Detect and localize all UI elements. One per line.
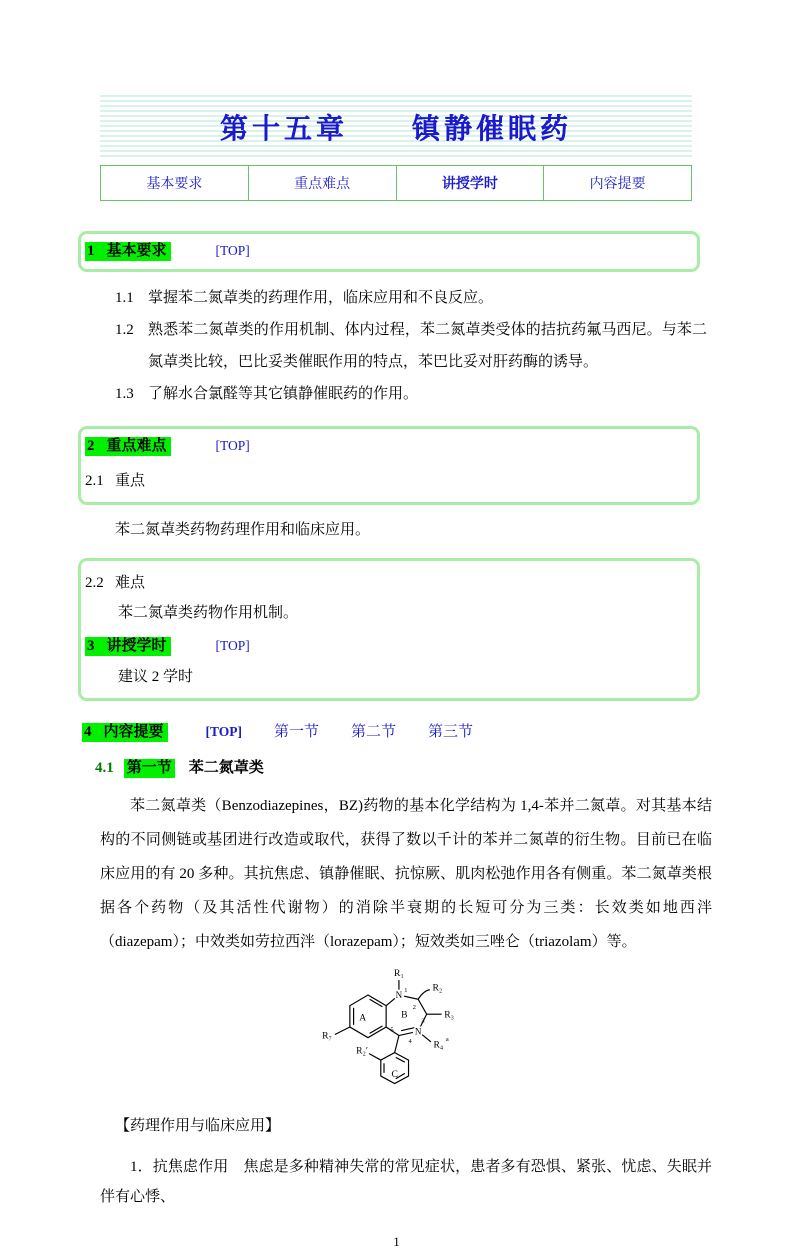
requirement-number: 1.3 [115, 386, 134, 402]
benzodiazepine-structure-figure [320, 963, 480, 1096]
section-3-highlight [85, 637, 171, 656]
section-2-2-and-3-box [78, 558, 700, 701]
section-2-heading [85, 434, 693, 458]
subsection-2-2-title: 难点 [115, 575, 146, 591]
section-4-heading [82, 719, 793, 745]
subsection-2-2-body: 苯二氮䓬类药物作用机制。 [118, 605, 299, 621]
section-1-title: 基本要求 [106, 243, 167, 259]
requirement-number: 1.1 [115, 290, 134, 306]
requirement-item-1-3 [115, 378, 707, 410]
toc-link-part-1[interactable]: 第一节 [274, 724, 320, 740]
requirement-text: 熟悉苯二氮䓬类的作用机制、体内过程，苯二氮䓬类受体的拮抗药氟马西尼。与苯二氮䓬类比较，巴比妥类催眠作用的特点，苯巴比妥对肝药酶的诱导。 [148, 322, 707, 370]
chapter-nav [100, 165, 692, 201]
chapter-title: 第十五章 镇静催眠药 [219, 114, 572, 145]
chapter-banner [100, 95, 692, 159]
subsection-2-1-body: 苯二氮䓬类药物药理作用和临床应用。 [115, 522, 371, 538]
n1-atom-label: N [395, 990, 403, 1001]
nav-cell-teaching-hours[interactable]: 讲授学时 [397, 165, 545, 201]
ring-b-label: B [401, 1009, 408, 1021]
r1-label: R₁ [394, 967, 404, 979]
section-1-items [0, 282, 793, 410]
ring-c-label: C [391, 1069, 398, 1081]
section-1-number: 1 [87, 243, 95, 259]
r2-prime-label: R₂′ [356, 1045, 368, 1057]
toc-link-part-3[interactable]: 第三节 [428, 724, 474, 740]
position-5-number: 5 [390, 1026, 394, 1034]
subsection-4-1-heading [95, 755, 793, 781]
section-4-number: 4 [84, 724, 92, 740]
requirement-number: 1.2 [115, 322, 134, 338]
section-2-number: 2 [87, 438, 95, 454]
top-link-section-1[interactable]: [TOP] [215, 243, 250, 258]
requirement-text: 掌握苯二氮䓬类的药理作用，临床应用和不良反应。 [148, 290, 494, 306]
benzodiazepine-intro-paragraph: 苯二氮䓬类（Benzodiazepines，BZ)药物的基本化学结构为 1,4-苯并二氮䓬。对其基本结构的不同侧链或基团进行改造或取代，获得了数以千计的苯并二氮䓬的衍生物。目前已在临床应用的有 20 多种。其抗焦虑、镇静催眠、抗惊厥、肌肉松弛作用各有侧重。苯二氮䓬类根据各个药物（及其活性代谢物）的消除半衰期的长短可分为三类：长效类如地西泮（diazepam）；中效类如劳拉西泮（lorazepam）；短效类如三唑仑（triazolam）等。 [100, 798, 712, 950]
subsection-4-1-label: 第一节 [124, 759, 175, 778]
position-2-number: 2 [412, 1003, 417, 1011]
r7-label: R₇ [322, 1030, 332, 1042]
subsection-4-1-number: 4.1 [95, 760, 114, 776]
subsection-2-2-number: 2.2 [85, 575, 104, 591]
subsection-2-1-number: 2.1 [85, 473, 104, 489]
section-3-number: 3 [87, 638, 95, 654]
section-4-highlight [82, 723, 168, 742]
section-3-title: 讲授学时 [106, 638, 167, 654]
section-1-box [78, 231, 700, 272]
top-link-section-2[interactable]: [TOP] [215, 438, 250, 453]
r2-label: R₂ [432, 982, 443, 994]
nav-cell-key-points[interactable]: 重点难点 [249, 165, 397, 201]
ring-a-label: A [359, 1012, 367, 1024]
pharmacology-heading: 【药理作用与临床应用】 [115, 1118, 281, 1134]
section-2-title: 重点难点 [106, 438, 167, 454]
nav-cell-content-summary[interactable]: 内容提要 [544, 165, 692, 201]
r4-superscript-a: a [445, 1035, 449, 1043]
position-1-number: 1 [404, 986, 408, 994]
benzodiazepine-structure [320, 963, 480, 1091]
top-link-section-3[interactable]: [TOP] [215, 638, 250, 653]
requirement-item-1-2 [115, 314, 707, 378]
r3-label: R₃ [444, 1009, 454, 1021]
pharmacology-item-1: 1．抗焦虑作用 焦虑是多种精神失常的常见症状，患者多有恐惧、紧张、忧虑、失眠并伴有心悸、 [100, 1159, 712, 1205]
toc-link-part-2[interactable]: 第二节 [351, 724, 397, 740]
page-number: 1 [393, 1234, 400, 1249]
section-2-box [78, 426, 700, 505]
top-link-section-4[interactable]: [TOP] [205, 724, 243, 739]
section-1-highlight [85, 242, 171, 261]
r4-label: R₄ [433, 1039, 444, 1051]
subsection-2-1-heading [85, 466, 693, 496]
subsection-2-1-title: 重点 [115, 473, 146, 489]
section-2-highlight [85, 437, 171, 456]
requirement-text: 了解水合氯醛等其它镇静催眠药的作用。 [148, 386, 419, 402]
subsection-2-2-heading [85, 568, 693, 598]
n4-atom-label: N [414, 1026, 422, 1037]
position-3-number: 3 [421, 1017, 425, 1025]
section-3-body: 建议 2 学时 [118, 669, 194, 685]
position-4-number: 4 [408, 1038, 412, 1045]
section-3-heading [85, 634, 693, 658]
section-4-title: 内容提要 [103, 724, 164, 740]
nav-cell-basic-requirements[interactable]: 基本要求 [100, 165, 249, 201]
subsection-4-1-title: 苯二氮䓬类 [188, 760, 264, 776]
section-1-heading [85, 239, 693, 263]
requirement-item-1-1 [115, 282, 707, 314]
